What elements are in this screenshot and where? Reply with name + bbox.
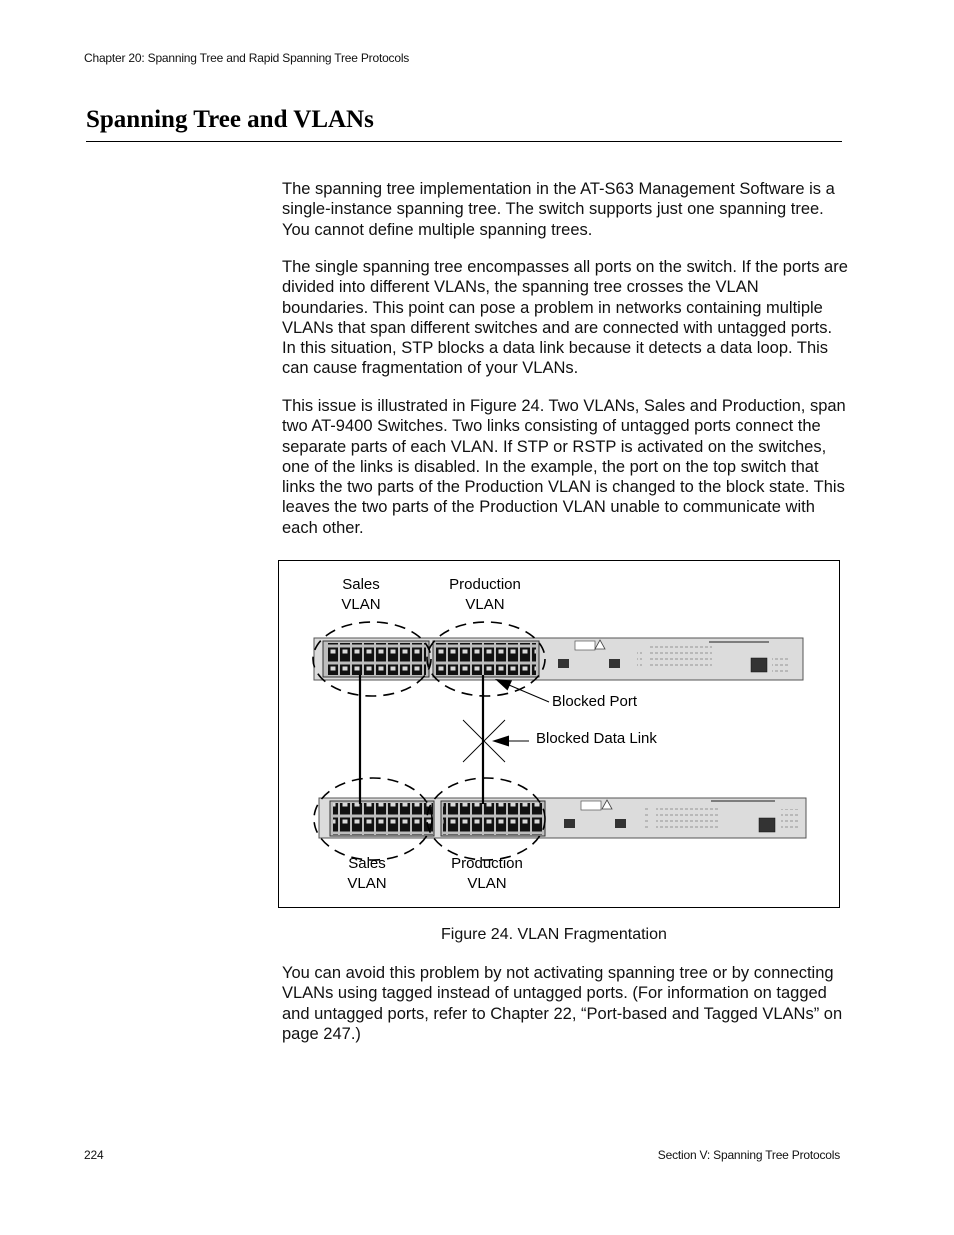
gbic-slot-2 bbox=[609, 659, 620, 668]
figure-caption: Figure 24. VLAN Fragmentation bbox=[441, 926, 667, 943]
console-port bbox=[751, 658, 767, 672]
top-status-leds bbox=[650, 645, 712, 669]
bottom-switch bbox=[319, 798, 806, 838]
paragraph-3: This issue is illustrated in Figure 24. Two VLANs, Sales and Production, span two AT-9400 Switches. Two links consisting of untagged ports connect the separate parts of each VLAN. If STP or RSTP is activated on the switches, one of the links is disabled. In the example, the port on the top switch that links the two parts of the Production VLAN is changed to the block state. This leaves the two parts of the Production VLAN unable to communicate with each other. bbox=[282, 397, 846, 537]
running-header: Chapter 20: Spanning Tree and Rapid Spanning Tree Protocols bbox=[84, 51, 410, 65]
label-plate bbox=[575, 641, 595, 650]
top-sales-ports bbox=[326, 643, 426, 675]
top-production-ports bbox=[436, 643, 536, 675]
title-rule bbox=[86, 141, 842, 142]
paragraph-2: The single spanning tree encompasses all ports on the switch. If the ports are divided into different VLANs, the spanning tree crosses the VLAN boundaries. This point can pose a problem in networks containing multiple VLANs that span different switches and are connected with untagged ports. In this situation, STP blocks a data link because it detects a data loop. This can cause fragmentation of your VLANs. bbox=[282, 258, 848, 378]
figure-vlan-fragmentation bbox=[278, 560, 840, 908]
bottom-production-ports bbox=[443, 803, 543, 835]
running-footer: Section V: Spanning Tree Protocols bbox=[657, 1148, 840, 1162]
bottom-sales-ports bbox=[333, 803, 433, 835]
bottom-status-leds bbox=[656, 804, 720, 830]
paragraph-4: You can avoid this problem by not activating spanning tree or by connecting VLANs using tagged instead of untagged ports. (For information on tagged and untagged ports, refer to Chapter 22, “Port-based and Tagged VLANs” on page 247.) bbox=[282, 964, 843, 1043]
bottom-sales-label: Sales VLAN bbox=[347, 855, 387, 892]
blocked-data-link-label: Blocked Data Link bbox=[536, 730, 657, 747]
top-switch bbox=[314, 638, 803, 680]
page-number: 224 bbox=[84, 1148, 104, 1162]
console-port bbox=[759, 818, 775, 832]
blocked-port-arrow bbox=[509, 685, 549, 702]
paragraph-1: The spanning tree implementation in the AT-S63 Management Software is a single-instance spanning tree. The switch supports just one spanning tree. You cannot define multiple spanning trees. bbox=[282, 180, 835, 239]
blocked-port-label: Blocked Port bbox=[552, 693, 638, 710]
top-production-label: Production VLAN bbox=[449, 576, 521, 613]
gbic-slot-1 bbox=[558, 659, 569, 668]
bottom-production-label: Production VLAN bbox=[451, 855, 523, 892]
page-title: Spanning Tree and VLANs bbox=[86, 106, 374, 133]
top-sales-label: Sales VLAN bbox=[341, 576, 381, 613]
